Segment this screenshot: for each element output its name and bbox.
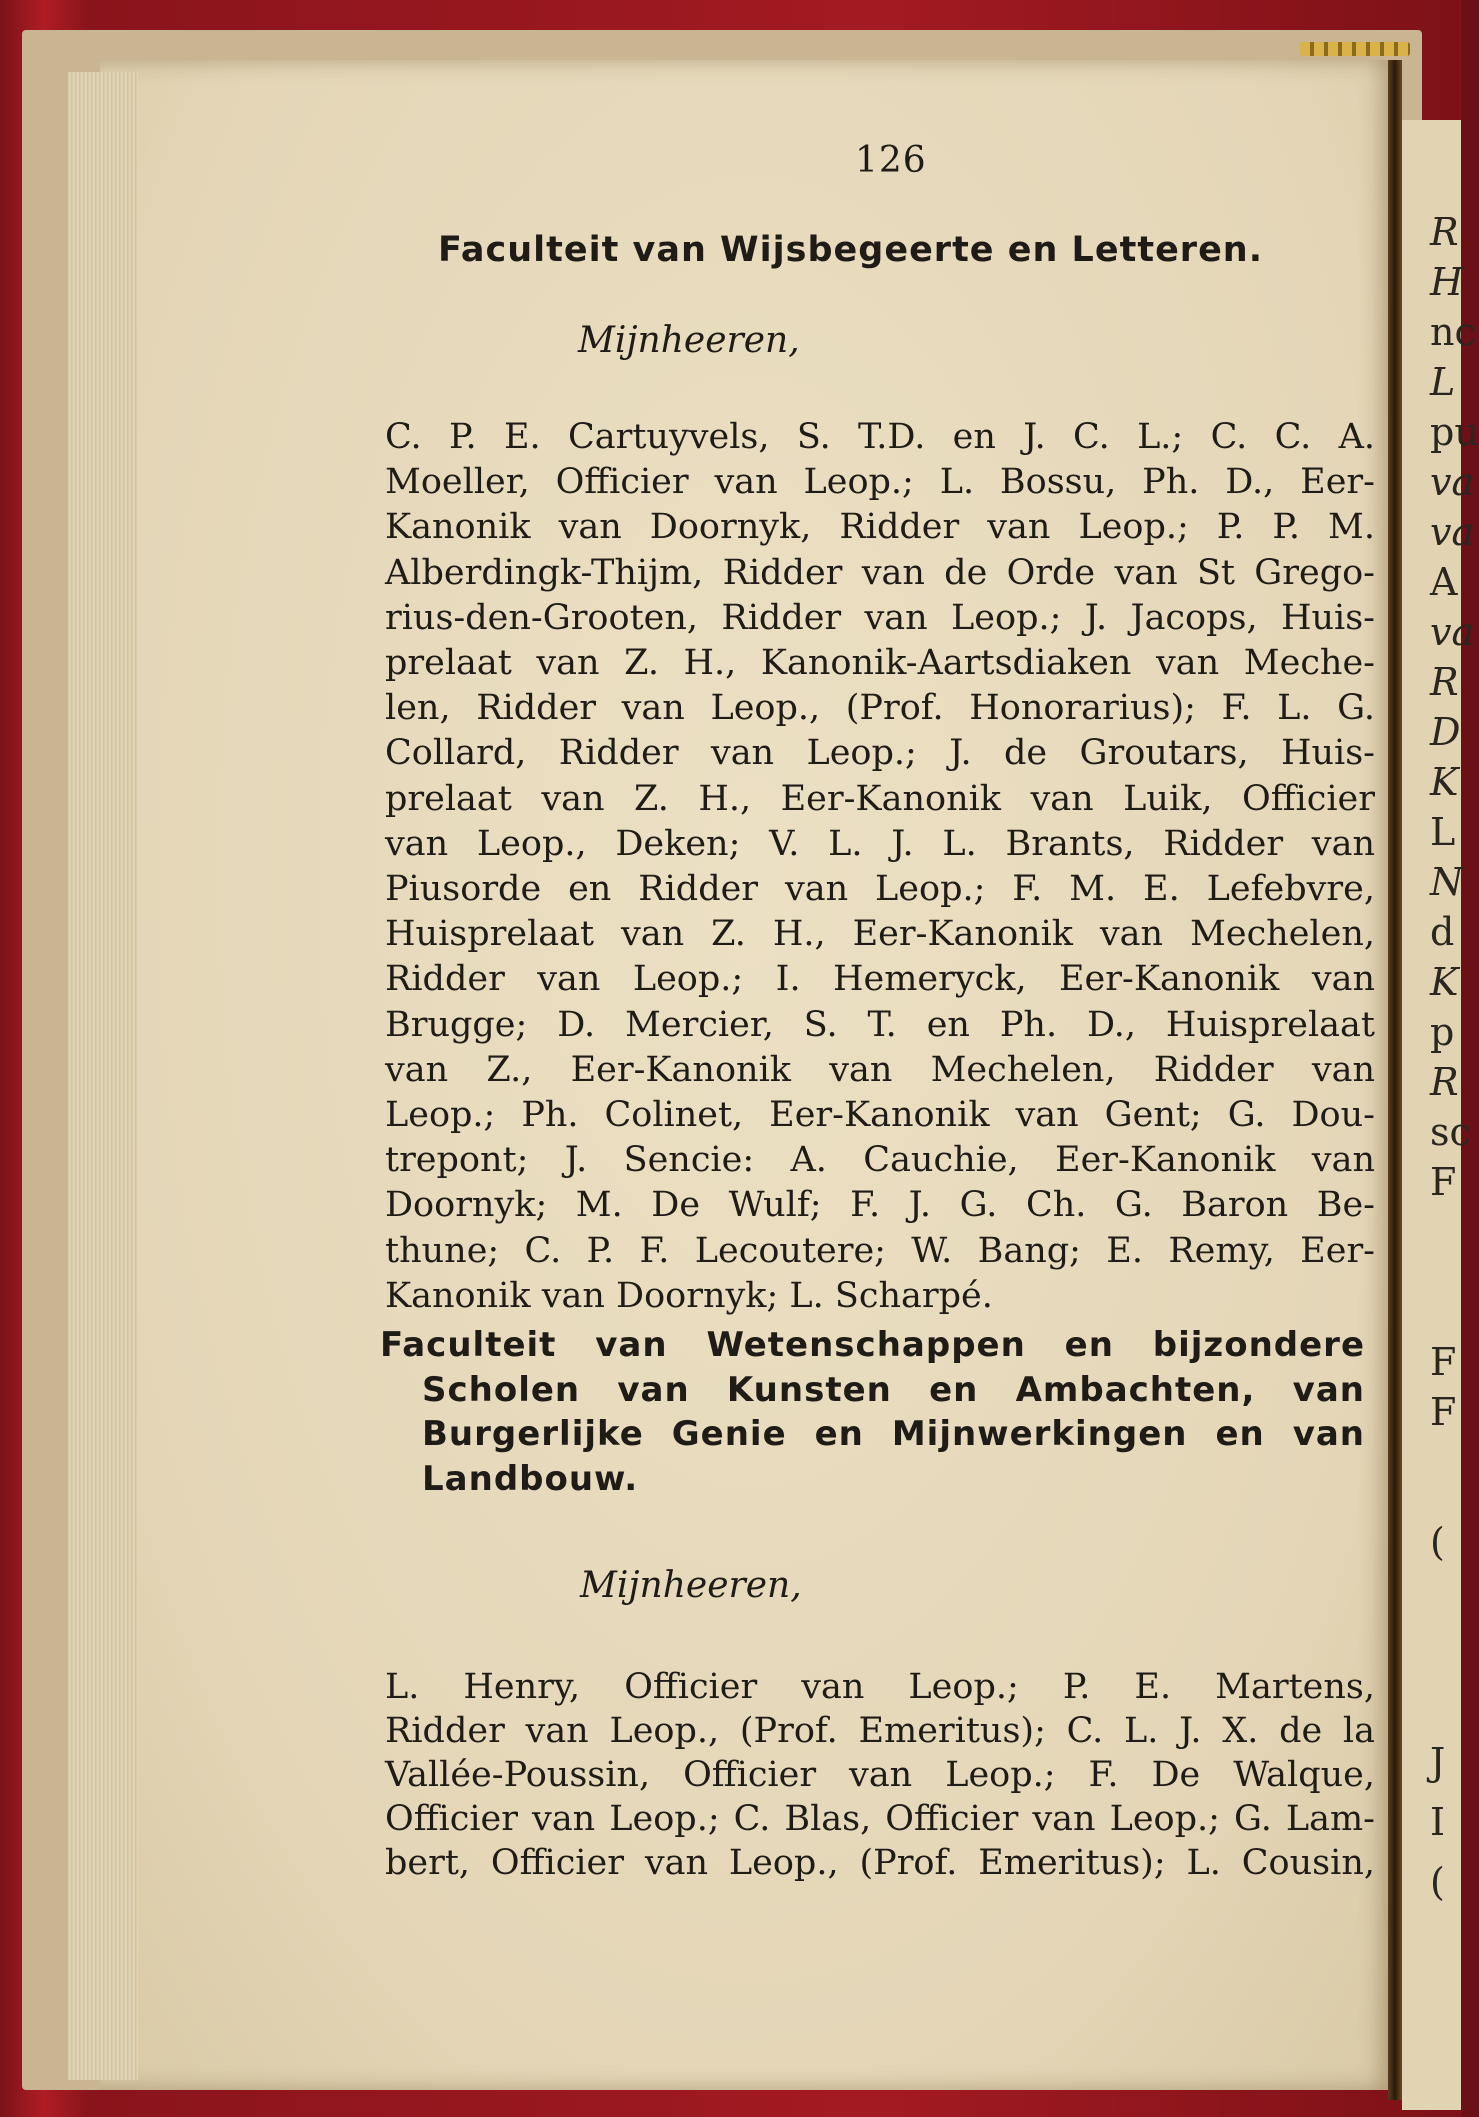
facing-page-text: R [1430,210,1459,254]
facing-page-text: L [1430,360,1456,404]
text-line: rius-den-Grooten, Ridder van Leop.; J. Jacops, Huis- [385,597,1375,638]
facing-page-text: A [1430,560,1458,604]
facing-page-text: R [1430,660,1459,704]
facing-page-text: va [1430,460,1475,504]
text-line: prelaat van Z. H., Eer-Kanonik van Luik, Officier [385,778,1375,819]
facing-page-text: R [1430,1060,1459,1104]
text-line: bert, Officier van Leop., (Prof. Emeritus); L. Cousin, [385,1843,1375,1883]
salutation: Mijnheeren, [580,1565,802,1606]
text-line: Kanonik van Doornyk, Ridder van Leop.; P. P. M. [385,507,1375,548]
facing-page-text: nc [1430,310,1476,354]
text-line: Brugge; D. Mercier, S. T. en Ph. D., Huisprelaat [385,1004,1375,1045]
text-line: Scholen van Kunsten en Ambachten, van [422,1369,1365,1410]
text-line: van Z., Eer-Kanonik van Mechelen, Ridder van [385,1049,1375,1090]
text-line: Vallée-Poussin, Officier van Leop.; F. De Walque, [385,1755,1375,1795]
facing-page-text: I [1430,1800,1446,1844]
facing-page-text: K [1430,760,1459,804]
text-line: thune; C. P. F. Lecoutere; W. Bang; E. Remy, Eer- [385,1230,1375,1271]
salutation: Mijnheeren, [578,320,800,361]
facing-page-text: ( [1430,1520,1445,1564]
facing-page-text: ( [1430,1860,1445,1904]
text-line: Kanonik van Doornyk; L. Scharpé. [385,1275,993,1316]
text-line: Leop.; Ph. Colinet, Eer-Kanonik van Gent; G. Dou- [385,1095,1375,1135]
facing-page-text: D [1430,710,1461,754]
text-line: van Leop., Deken; V. L. J. L. Brants, Ridder van [385,823,1375,864]
facing-page-text: N [1430,860,1464,904]
facing-page-text: K [1430,960,1459,1004]
facing-page-text: F [1430,1390,1457,1434]
text-line: len, Ridder van Leop., (Prof. Honorarius); F. L. G. [385,688,1375,729]
text-line: Ridder van Leop., (Prof. Emeritus); C. L. J. X. de la [385,1711,1375,1751]
facing-page-text: sc [1430,1110,1471,1154]
facing-page-text: d [1430,910,1455,954]
text-line: Alberdingk-Thijm, Ridder van de Orde van St Grego- [385,552,1375,593]
facing-page-text: H [1430,260,1464,304]
facing-page-text: pu [1430,410,1479,454]
facing-page-text: F [1430,1340,1457,1384]
text-line: Faculteit van Wetenschappen en bijzondere [380,1325,1365,1365]
text-line: Officier van Leop.; C. Blas, Officier van Leop.; G. Lam- [385,1799,1375,1839]
text-line: prelaat van Z. H., Kanonik-Aartsdiaken van Meche- [385,643,1375,683]
text-line: Collard, Ridder van Leop.; J. de Groutars, Huis- [385,733,1375,774]
facing-page-text: va [1430,510,1475,554]
text-line: Doornyk; M. De Wulf; F. J. G. Ch. G. Baron Be- [385,1185,1375,1226]
text-line: Huisprelaat van Z. H., Eer-Kanonik van Mechelen, [385,914,1375,955]
text-line: Burgerlijke Genie en Mijnwerkingen en van [422,1414,1365,1454]
facing-page-text: va [1430,610,1475,654]
text-line: Ridder van Leop.; I. Hemeryck, Eer-Kanonik van [385,959,1375,1000]
text-line: trepont; J. Sencie: A. Cauchie, Eer-Kanonik van [385,1140,1375,1181]
facing-page-text: p [1430,1010,1455,1054]
section-heading-philosophy: Faculteit van Wijsbegeerte en Letteren. [438,230,1264,270]
text-line: L. Henry, Officier van Leop.; P. E. Martens, [385,1667,1375,1707]
text-line: C. P. E. Cartuyvels, S. T.D. en J. C. L.; C. C. A. [385,417,1375,457]
text-line: Landbouw. [422,1458,639,1499]
page-number: 126 [855,140,927,181]
text-line: Moeller, Officier van Leop.; L. Bossu, Ph. D., Eer- [385,462,1375,503]
facing-page-text: J [1430,1740,1446,1784]
facing-page-text: L [1430,810,1456,854]
text-line: Piusorde en Ridder van Leop.; F. M. E. Lefebvre, [385,869,1375,909]
facing-page-text: F [1430,1160,1457,1204]
